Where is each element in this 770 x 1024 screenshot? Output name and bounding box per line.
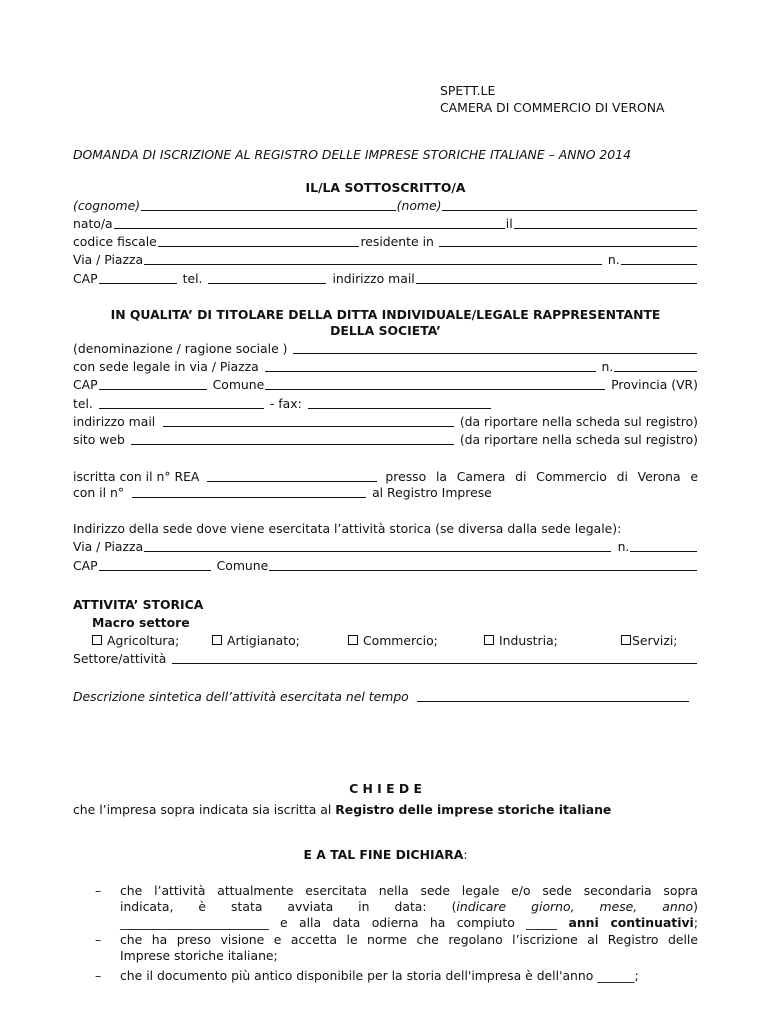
- residente-label: residente in: [360, 234, 434, 249]
- civic-number-label: n.: [607, 252, 620, 267]
- activity-heading: ATTIVITA’ STORICA: [73, 597, 204, 612]
- document-title: DOMANDA DI ISCRIZIONE AL REGISTRO DELLE IMPRESE STORICHE ITALIANE – ANNO 2014: [73, 147, 631, 162]
- option-servizi[interactable]: [621, 632, 677, 649]
- nato-label: nato/a: [73, 216, 113, 231]
- name-row: [73, 197, 698, 214]
- chiede-heading: C H I E D E: [349, 781, 422, 796]
- checkbox-icon: [484, 635, 494, 645]
- company-cap-row: [73, 376, 698, 393]
- item3-line: che il documento più antico disponibile per la storia dell'impresa è dell'anno ______;: [120, 968, 639, 983]
- company-mail-row: [73, 413, 698, 430]
- company-cap-field[interactable]: [99, 377, 207, 390]
- historic-cap-row: [73, 557, 698, 574]
- historic-address-row: [73, 538, 698, 555]
- fiscal-row: [73, 233, 698, 250]
- historic-via-field[interactable]: [144, 539, 610, 552]
- item1-line2c: ): [693, 899, 698, 914]
- historic-number-field[interactable]: [630, 539, 697, 552]
- nome-field[interactable]: [442, 198, 697, 211]
- sede-number-label: n.: [601, 359, 614, 374]
- item2-line2: Imprese storiche italiane;: [120, 948, 278, 963]
- signatory-heading: IL/LA SOTTOSCRITTO/A: [305, 180, 466, 195]
- fax-label: - fax:: [269, 396, 302, 411]
- recipient-line1: SPETT.LE: [440, 83, 496, 98]
- sede-legale-label: con sede legale in via / Piazza: [73, 359, 259, 374]
- website-row: [73, 431, 698, 448]
- descrizione-field[interactable]: [417, 689, 689, 702]
- company-mail-label: indirizzo mail: [73, 414, 156, 429]
- option-artigianato-label: Artigianato;: [227, 633, 300, 648]
- rea-suffix: presso la Camera di Commercio di Verona e: [385, 469, 698, 484]
- rea-field[interactable]: [207, 469, 377, 482]
- item1-line2b: indicare giorno, mese, anno: [456, 899, 694, 914]
- ri-field[interactable]: [132, 485, 366, 498]
- request-text-prefix: che l’impresa sopra indicata sia iscritta al: [73, 802, 336, 817]
- company-mail-field[interactable]: [163, 414, 454, 427]
- capacity-heading-2: DELLA SOCIETA’: [330, 323, 441, 338]
- historic-comune-field[interactable]: [269, 558, 697, 571]
- historic-number-label: n.: [617, 539, 630, 554]
- fax-field[interactable]: [308, 396, 491, 409]
- item1-line2: [120, 899, 698, 915]
- tel-field[interactable]: [208, 271, 326, 284]
- macro-settore-label: Macro settore: [92, 615, 190, 630]
- contact-row: [73, 270, 698, 287]
- mail-field[interactable]: [416, 271, 697, 284]
- company-mail-note: (da riportare nella scheda sul registro): [459, 414, 698, 429]
- bullet-dash: –: [95, 932, 102, 947]
- bullet-dash: –: [95, 883, 102, 898]
- option-commercio[interactable]: [348, 632, 438, 649]
- website-label: sito web: [73, 432, 125, 447]
- settore-field[interactable]: [172, 651, 697, 664]
- checkbox-icon: [621, 635, 631, 645]
- nome-label: (nome): [396, 198, 442, 213]
- website-note: (da riportare nella scheda sul registro): [459, 432, 698, 447]
- checkbox-icon: [212, 635, 222, 645]
- historic-cap-field[interactable]: [99, 558, 211, 571]
- descrizione-row: [73, 688, 690, 705]
- declaration-item-1: [73, 883, 698, 931]
- ri-suffix: al Registro Imprese: [372, 485, 492, 500]
- rea-row: [73, 468, 698, 485]
- tel-label: tel.: [182, 271, 203, 286]
- via-field[interactable]: [144, 252, 602, 265]
- checkbox-icon: [92, 635, 102, 645]
- residente-field[interactable]: [439, 234, 697, 247]
- declaration-item-2: [73, 932, 698, 964]
- company-comune-field[interactable]: [265, 377, 605, 390]
- declaration-item-3: [73, 968, 698, 984]
- nato-field[interactable]: [114, 216, 505, 229]
- birth-date-field[interactable]: [514, 216, 697, 229]
- option-servizi-label: Servizi;: [632, 633, 678, 648]
- dichiara-colon: :: [463, 847, 468, 862]
- option-artigianato[interactable]: [212, 632, 300, 649]
- option-commercio-label: Commercio;: [363, 633, 438, 648]
- cognome-label: (cognome): [73, 198, 141, 213]
- capacity-heading-1: IN QUALITA’ DI TITOLARE DELLA DITTA INDIVIDUALE/LEGALE RAPPRESENTANTE: [110, 307, 661, 322]
- sede-legale-field[interactable]: [265, 359, 596, 372]
- historic-cap-label: CAP: [73, 558, 98, 573]
- codice-fiscale-label: codice fiscale: [73, 234, 157, 249]
- website-field[interactable]: [131, 432, 454, 445]
- rea-label: iscritta con il n° REA: [73, 469, 200, 484]
- descrizione-label: Descrizione sintetica dell’attività esercitata nel tempo: [73, 689, 409, 704]
- company-tel-field[interactable]: [99, 396, 264, 409]
- ri-row: [73, 484, 698, 501]
- birth-row: [73, 215, 698, 232]
- mail-label: indirizzo mail: [332, 271, 415, 286]
- address-row: [73, 251, 698, 268]
- checkbox-icon: [348, 635, 358, 645]
- bullet-dash: –: [95, 968, 102, 983]
- item1-line1: che l’attività attualmente esercitata nella sede legale e/o sede secondaria sopra: [120, 883, 698, 898]
- denominazione-label: (denominazione / ragione sociale ): [73, 341, 288, 356]
- codice-fiscale-field[interactable]: [158, 234, 360, 247]
- dichiara-heading: [73, 846, 698, 863]
- cap-label: CAP: [73, 271, 98, 286]
- via-label: Via / Piazza: [73, 252, 144, 267]
- item1-line3: [120, 915, 698, 931]
- option-industria-label: Industria;: [499, 633, 558, 648]
- item1-line3a: ________________________ e alla data odierna ha compiuto _____: [120, 915, 569, 930]
- denominazione-field[interactable]: [293, 341, 697, 354]
- recipient-line2: CAMERA DI COMMERCIO DI VERONA: [440, 100, 665, 115]
- civic-number-field[interactable]: [621, 252, 697, 265]
- ri-label: con il n°: [73, 485, 125, 500]
- legal-seat-row: [73, 358, 698, 375]
- cap-field[interactable]: [99, 271, 177, 284]
- company-cap-label: CAP: [73, 377, 98, 392]
- company-name-row: [73, 340, 698, 357]
- settore-label: Settore/attività: [73, 651, 167, 666]
- dichiara-heading-text: E A TAL FINE DICHIARA: [303, 847, 464, 862]
- option-agricoltura-label: Agricoltura;: [107, 633, 180, 648]
- historic-site-intro: Indirizzo della sede dove viene esercitata l’attività storica (se diversa dalla sede legale):: [73, 521, 622, 536]
- cognome-field[interactable]: [141, 198, 396, 211]
- settore-row: [73, 650, 698, 667]
- item1-line3c: ;: [693, 915, 698, 930]
- il-label: il: [505, 216, 513, 231]
- sede-number-field[interactable]: [614, 359, 697, 372]
- request-text: [73, 801, 698, 818]
- company-phone-row: [73, 395, 492, 412]
- option-agricoltura[interactable]: [92, 632, 179, 649]
- historic-via-label: Via / Piazza: [73, 539, 144, 554]
- item2-line1: che ha preso visione e accetta le norme che regolano l’iscrizione al Registro delle: [120, 932, 698, 947]
- item1-line2a: indicata, è stata avviata in data: (: [120, 899, 457, 914]
- item1-line3b: anni continuativi: [568, 915, 694, 930]
- company-tel-label: tel.: [73, 396, 93, 411]
- provincia-label: Provincia (VR): [611, 377, 698, 392]
- company-comune-label: Comune: [212, 377, 265, 392]
- option-industria[interactable]: [484, 632, 558, 649]
- request-text-bold: Registro delle imprese storiche italiane: [335, 802, 612, 817]
- historic-comune-label: Comune: [216, 558, 269, 573]
